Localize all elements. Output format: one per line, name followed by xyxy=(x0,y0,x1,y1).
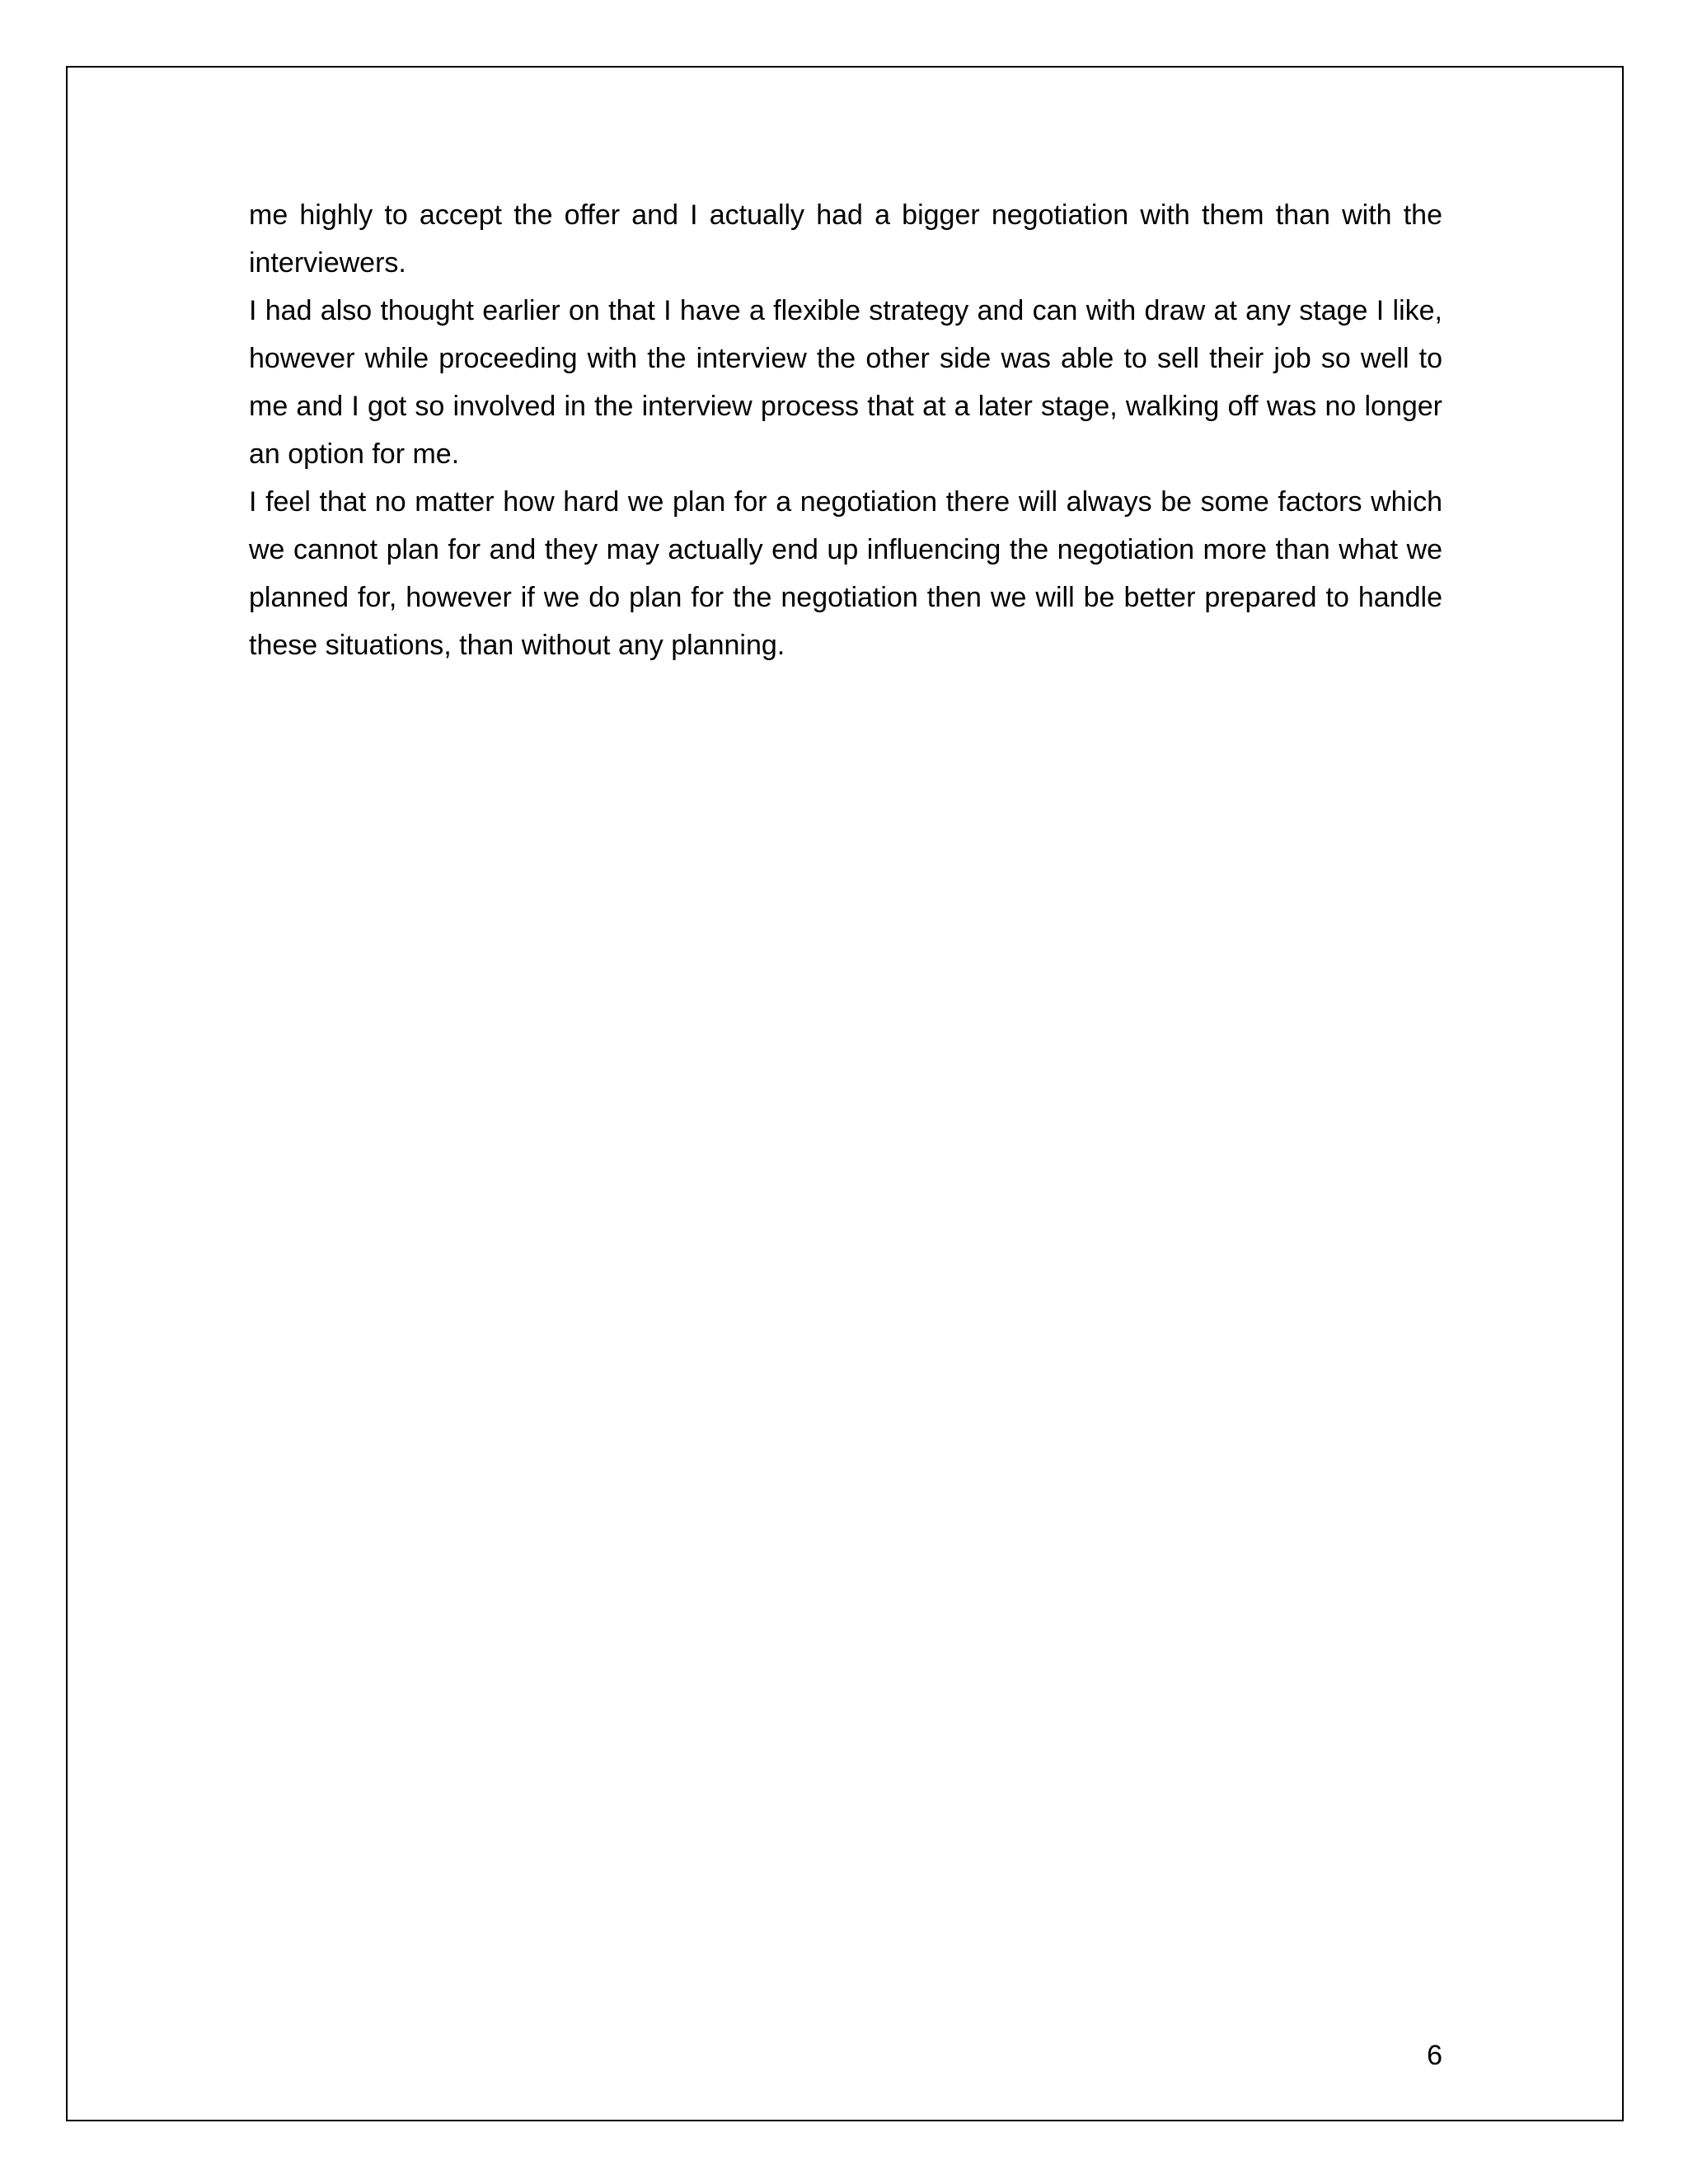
paragraph-1: me highly to accept the offer and I actually had a bigger negotiation with them than with the interviewers. xyxy=(249,199,1442,279)
body-text xyxy=(249,191,1442,669)
paragraph-2: I had also thought earlier on that I have a flexible strategy and can with draw at any stage I like, however while proceeding with the interview the other side was able to sell their job so well to me and I got so involved in the interview process that at a later stage, walking off was no longer an option for me. xyxy=(249,295,1442,470)
paragraph-3: I feel that no matter how hard we plan for a negotiation there will always be some factors which we cannot plan for and they may actually end up influencing the negotiation more than what we planned for, however if we do plan for the negotiation then we will be better prepared to handle these situations, than without any planning. xyxy=(249,486,1442,661)
page-number: 6 xyxy=(1427,2040,1442,2071)
